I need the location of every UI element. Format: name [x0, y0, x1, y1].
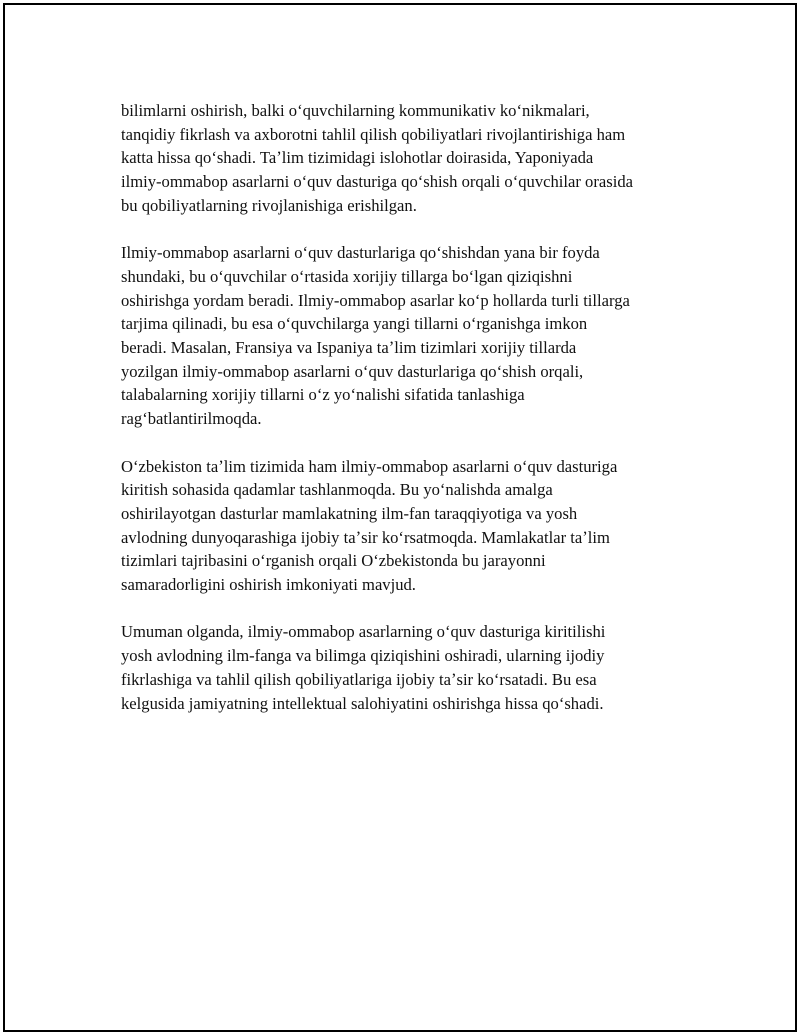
text-line: tizimlari tajribasini oʻrganish orqali Oʻzbekistonda bu jarayonni	[121, 551, 546, 571]
paragraph-2	[121, 241, 701, 431]
text-line: Ilmiy-ommabop asarlarni oʻquv dasturlariga qoʻshishdan yana bir foyda	[121, 243, 600, 263]
text-line: oshirilayotgan dasturlar mamlakatning ilm-fan taraqqiyotiga va yosh	[121, 503, 578, 523]
page-frame	[3, 3, 797, 1032]
document-body	[121, 99, 701, 739]
text-line: bilimlarni oshirish, balki oʻquvchilarning kommunikativ koʻnikmalari,	[121, 101, 590, 120]
text-line: fikrlashiga va tahlil qilish qobiliyatlariga ijobiy taʼsir koʻrsatadi. Bu esa	[121, 669, 597, 689]
paragraph-3	[121, 455, 701, 597]
text-line: tanqidiy fikrlash va axborotni tahlil qilish qobiliyatlari rivojlantirishiga ham	[121, 124, 626, 144]
text-line: kiritish sohasida qadamlar tashlanmoqda. Bu yoʻnalishda amalga	[121, 480, 553, 500]
paragraph-4	[121, 620, 701, 715]
text-line: oshirishga yordam beradi. Ilmiy-ommabop asarlar koʻp hollarda turli tillarga	[121, 290, 630, 310]
paragraph-1	[121, 99, 701, 218]
text-line: ragʻbatlantirilmoqda.	[121, 409, 262, 429]
text-line: katta hissa qoʻshadi. Taʼlim tizimidagi islohotlar doirasida, Yaponiyada	[121, 148, 594, 168]
text-line: kelgusida jamiyatning intellektual salohiyatini oshirishga hissa qoʻshadi.	[121, 693, 604, 713]
text-line: Umuman olganda, ilmiy-ommabop asarlarning oʻquv dasturiga kiritilishi	[121, 622, 606, 642]
text-line: talabalarning xorijiy tillarni oʻz yoʻnalishi sifatida tanlashiga	[121, 385, 525, 405]
text-line: avlodning dunyoqarashiga ijobiy taʼsir koʻrsatmoqda. Mamlakatlar taʼlim	[121, 527, 610, 547]
text-line: tarjima qilinadi, bu esa oʻquvchilarga yangi tillarni oʻrganishga imkon	[121, 314, 588, 334]
text-line: ilmiy-ommabop asarlarni oʻquv dasturiga qoʻshish orqali oʻquvchilar orasida	[121, 172, 633, 192]
text-line: bu qobiliyatlarning rivojlanishiga erishilgan.	[121, 195, 417, 215]
text-line: Oʻzbekiston taʼlim tizimida ham ilmiy-ommabop asarlarni oʻquv dasturiga	[121, 456, 618, 476]
text-line: samaradorligini oshirish imkoniyati mavjud.	[121, 575, 416, 595]
text-line: yosh avlodning ilm-fanga va bilimga qiziqishini oshiradi, ularning ijodiy	[121, 646, 605, 666]
text-line: yozilgan ilmiy-ommabop asarlarni oʻquv dasturlariga qoʻshish orqali,	[121, 361, 584, 381]
text-line: beradi. Masalan, Fransiya va Ispaniya taʼlim tizimlari xorijiy tillarda	[121, 338, 577, 358]
text-line: shundaki, bu oʻquvchilar oʻrtasida xorijiy tillarga boʻlgan qiziqishni	[121, 266, 573, 286]
